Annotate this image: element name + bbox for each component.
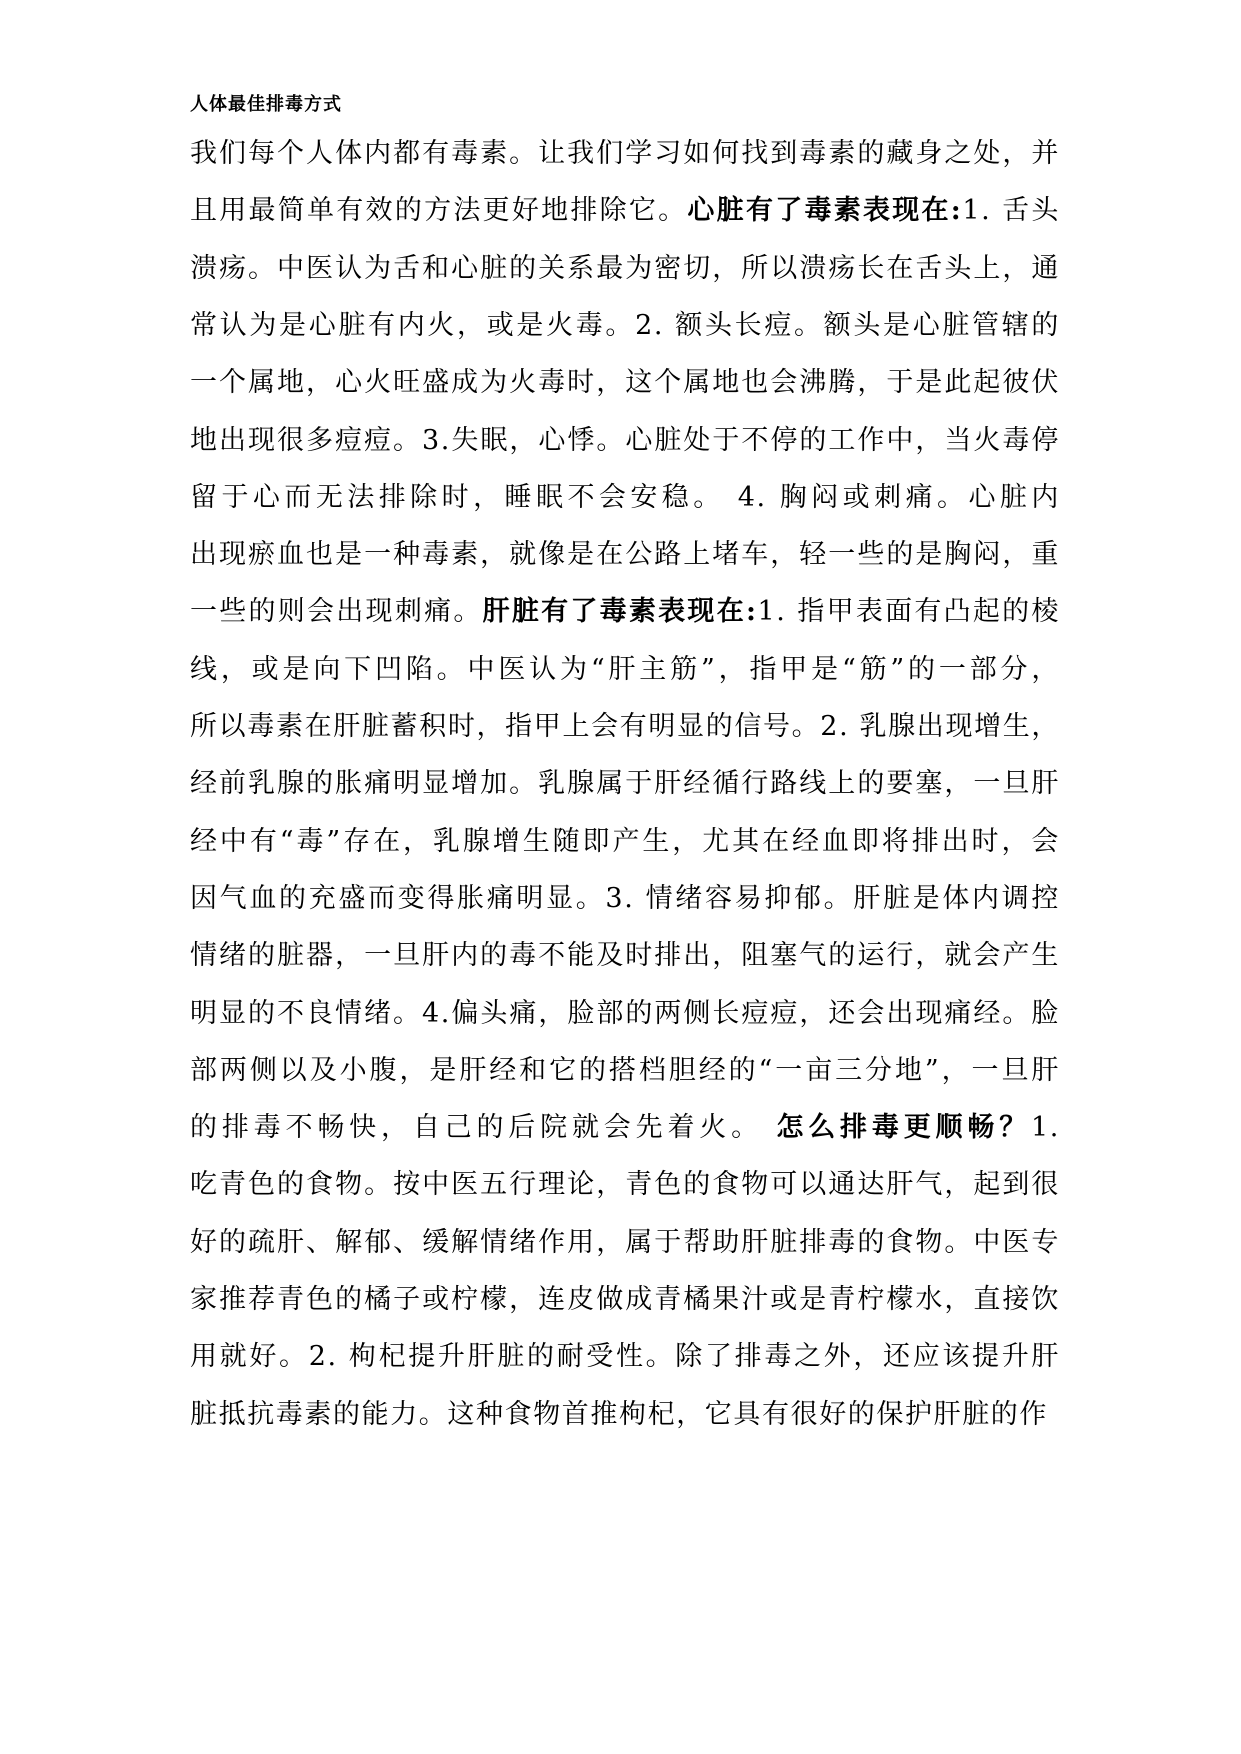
body-text: 好的疏肝、解郁、缓解情绪作用，属于帮助肝脏排毒的食物。中医专 (190, 1226, 1060, 1258)
body-line (190, 1280, 1060, 1320)
body-line (190, 1395, 1060, 1435)
body-text: 1. (1031, 1112, 1060, 1144)
body-text: 家推荐青色的橘子或柠檬，连皮做成青橘果汁或是青柠檬水，直接饮 (190, 1284, 1060, 1315)
body-line (190, 1051, 1060, 1091)
body-line (190, 1337, 1060, 1377)
body-line (190, 592, 1060, 632)
body-line (190, 478, 1060, 518)
body-line (190, 1223, 1060, 1263)
body-text: 溃疡。中医认为舌和心脏的关系最为密切，所以溃疡长在舌头上，通 (190, 252, 1060, 284)
body-text: 吃青色的食物。按中医五行理论，青色的食物可以通达肝气，起到很 (190, 1169, 1060, 1201)
body-text: 常认为是心脏有内火，或是火毒。2. 额头长痘。额头是心脏管辖的 (190, 309, 1060, 341)
body-text: 一些的则会出现刺痛。 (190, 596, 483, 628)
body-text: 出现瘀血也是一种毒素，就像是在公路上堵车，轻一些的是胸闷，重 (190, 539, 1060, 571)
document-title: 人体最佳排毒方式 (190, 94, 342, 115)
body-text: 留于心而无法排除时，睡眠不会安稳。 4. 胸闷或刺痛。心脏内 (190, 481, 1060, 513)
body-line (190, 421, 1060, 461)
body-text: 1. 指甲表面有凸起的棱 (757, 596, 1061, 628)
body-text: 的排毒不畅快，自己的后院就会先着火。 (190, 1112, 777, 1144)
body-text: 地出现很多痘痘。3.失眠，心悸。心脏处于不停的工作中，当火毒停 (190, 424, 1060, 456)
body-text: 且用最简单有效的方法更好地排除它。 (190, 195, 688, 227)
bold-heading-text: 心脏有了毒素表现在: (687, 195, 963, 227)
body-text: 经前乳腺的胀痛明显增加。乳腺属于肝经循行路线上的要塞，一旦肝 (190, 768, 1060, 800)
bold-heading-text: 怎么排毒更顺畅？ (776, 1112, 1032, 1144)
body-text: 部两侧以及小腹，是肝经和它的搭档胆经的“一亩三分地”，一旦肝 (190, 1054, 1060, 1086)
body-line (190, 363, 1060, 403)
body-text: 1. 舌头 (962, 195, 1061, 227)
body-text: 经中有“毒”存在，乳腺增生随即产生，尤其在经血即将排出时，会 (190, 825, 1060, 857)
body-text: 因气血的充盛而变得胀痛明显。3. 情绪容易抑郁。肝脏是体内调控 (190, 882, 1060, 914)
body-text: 明显的不良情绪。4.偏头痛，脸部的两侧长痘痘，还会出现痛经。脸 (190, 997, 1060, 1029)
body-line (190, 822, 1060, 862)
body-line (190, 994, 1060, 1034)
body-line (190, 764, 1060, 804)
body-text: 一个属地，心火旺盛成为火毒时，这个属地也会沸腾，于是此起彼伏 (190, 367, 1060, 399)
body-line (190, 650, 1060, 690)
body-text: 我们每个人体内都有毒素。让我们学习如何找到毒素的藏身之处，并 (190, 138, 1060, 169)
body-line (190, 535, 1060, 575)
body-line (190, 1165, 1060, 1205)
body-line (190, 707, 1060, 747)
body-line (190, 936, 1060, 976)
bold-heading-text: 肝脏有了毒素表现在: (482, 596, 758, 628)
body-text: 用就好。2. 枸杞提升肝脏的耐受性。除了排毒之外，还应该提升肝 (190, 1341, 1060, 1373)
body-text: 脏抵抗毒素的能力。这种食物首推枸杞，它具有很好的保护肝脏的作 (190, 1398, 1048, 1430)
body-line (190, 134, 1060, 174)
body-line (190, 879, 1060, 919)
body-text: 情绪的脏器，一旦肝内的毒不能及时排出，阻塞气的运行，就会产生 (190, 940, 1060, 972)
body-text: 线，或是向下凹陷。中医认为“肝主筋”，指甲是“筋”的一部分， (190, 653, 1060, 685)
body-line (190, 249, 1060, 289)
body-line (190, 1108, 1060, 1148)
body-line (190, 306, 1060, 346)
body-line (190, 191, 1060, 231)
body-text: 所以毒素在肝脏蓄积时，指甲上会有明显的信号。2. 乳腺出现增生， (190, 711, 1060, 742)
